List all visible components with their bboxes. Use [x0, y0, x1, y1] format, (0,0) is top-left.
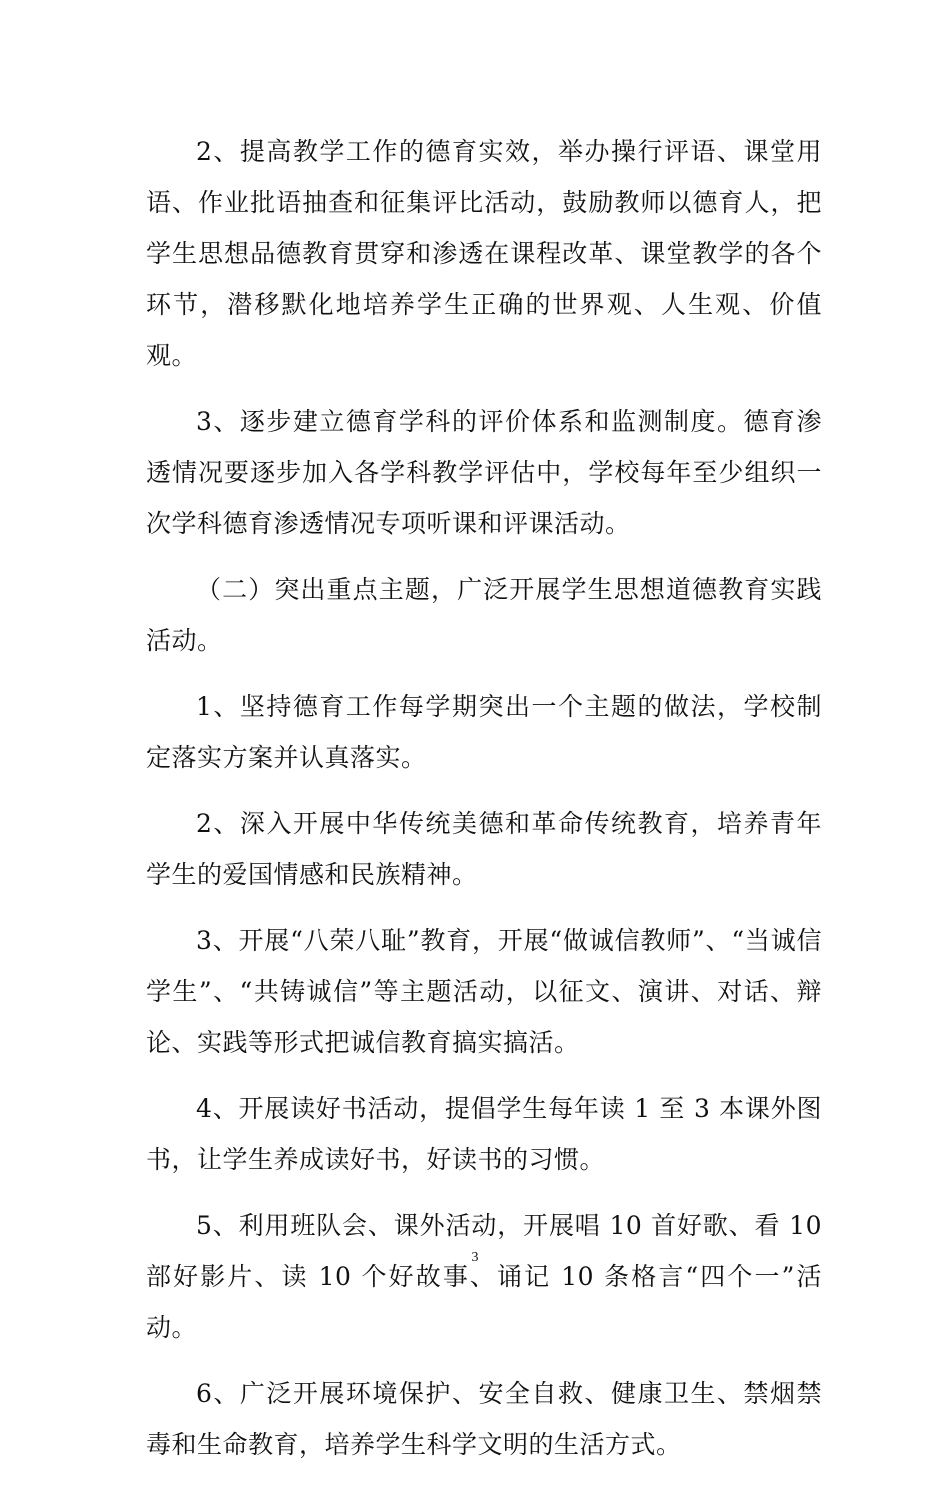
document-body: [146, 126, 822, 1485]
paragraph-item-2: 2、提高教学工作的德育实效，举办操行评语、课堂用语、作业批语抽查和征集评比活动，鼓励教师以德育人，把学生思想品德教育贯穿和渗透在课程改革、课堂教学的各个环节，潜移默化地培养学生正确的世界观、人生观、价值观。: [146, 137, 822, 370]
page-number: 3: [471, 1250, 479, 1265]
paragraph-subitem-3: 3、开展“八荣八耻”教育，开展“做诚信教师”、“当诚信学生”、“共铸诚信”等主题活动，以征文、演讲、对话、辩论、实践等形式把诚信教育搞实搞活。: [146, 926, 822, 1057]
paragraph-subitem-2: 2、深入开展中华传统美德和革命传统教育，培养青年学生的爱国情感和民族精神。: [146, 809, 822, 889]
paragraph-subitem-5: 5、利用班队会、课外活动，开展唱 10 首好歌、看 10 部好影片、读 10 个好故事、诵记 10 条格言“四个一”活动。: [146, 1211, 822, 1342]
paragraph-item-3: 3、逐步建立德育学科的评价体系和监测制度。德育渗透情况要逐步加入各学科教学评估中，学校每年至少组织一次学科德育渗透情况专项听课和评课活动。: [146, 407, 822, 538]
paragraph-subitem-1: 1、坚持德育工作每学期突出一个主题的做法，学校制定落实方案并认真落实。: [146, 692, 822, 772]
paragraph-subitem-6: 6、广泛开展环境保护、安全自救、健康卫生、禁烟禁毒和生命教育，培养学生科学文明的生活方式。: [146, 1379, 822, 1459]
section-heading-2: （二）突出重点主题，广泛开展学生思想道德教育实践活动。: [146, 575, 822, 655]
paragraph-subitem-4: 4、开展读好书活动，提倡学生每年读 1 至 3 本课外图书，让学生养成读好书，好读书的习惯。: [146, 1094, 822, 1174]
